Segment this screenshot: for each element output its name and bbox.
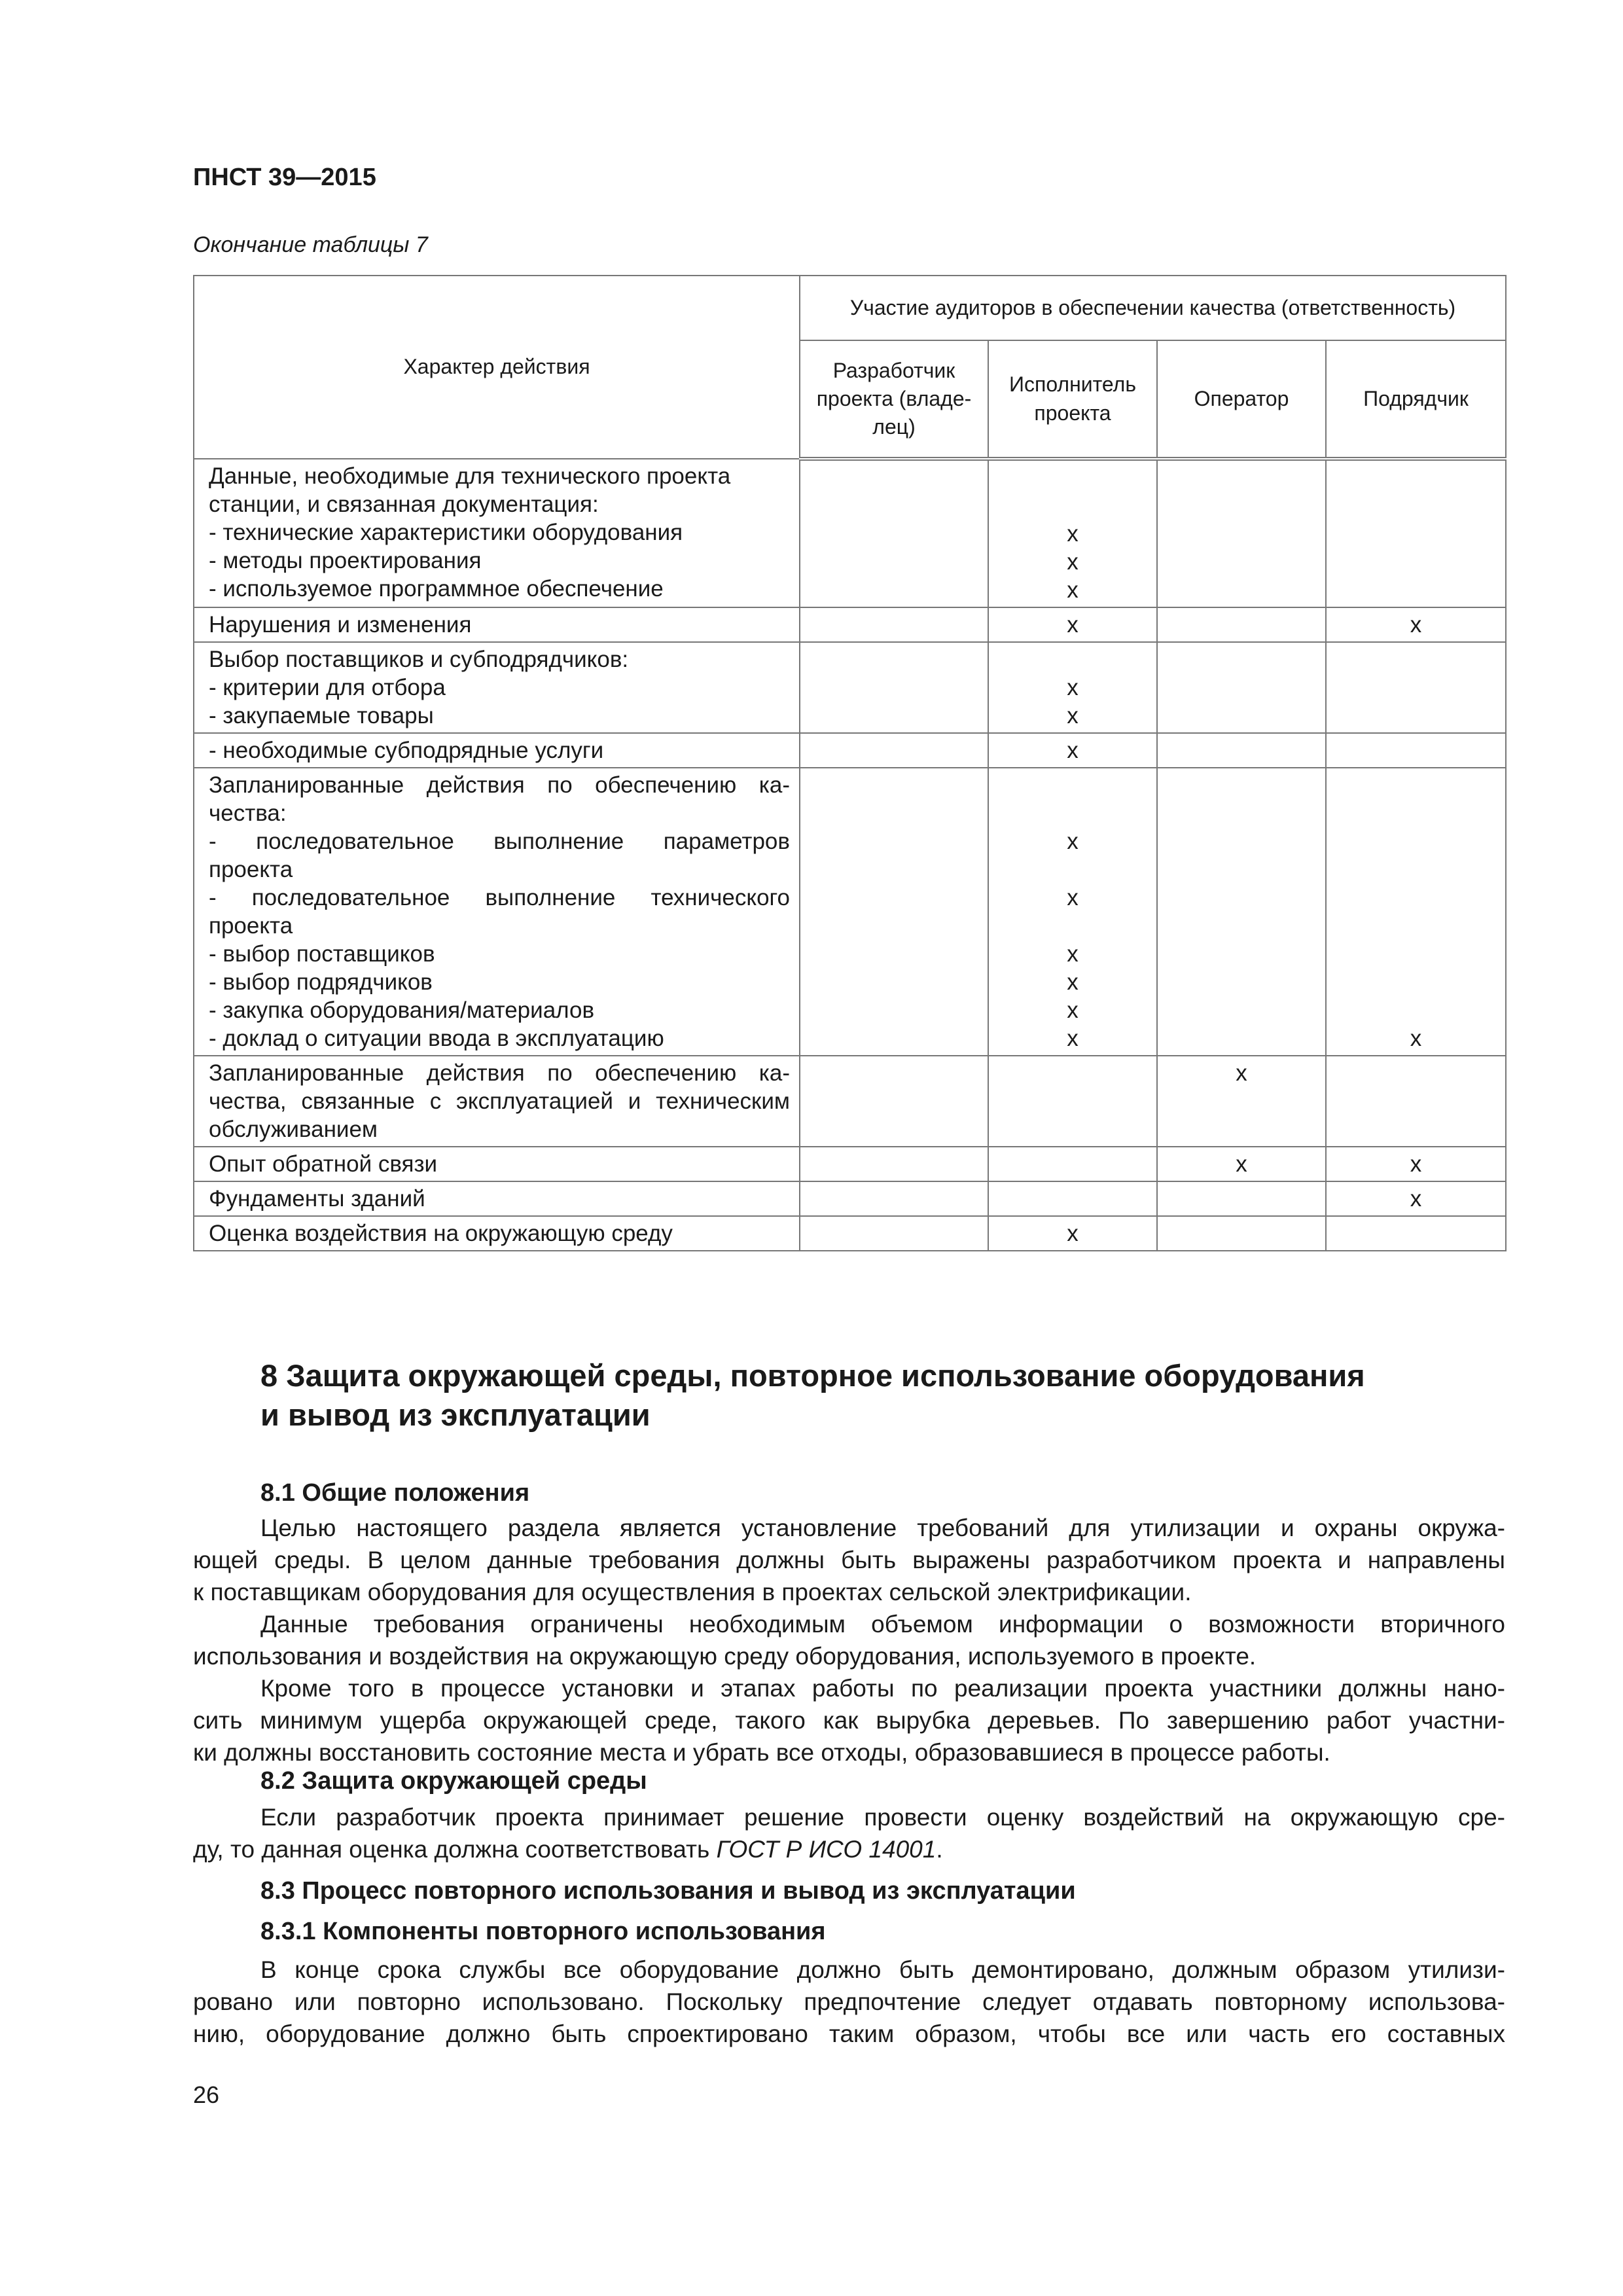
section-8-3-1-paragraph: В конце срока службы все оборудование должно быть демонтировано, должным образом утилизи- ровано или повторно использовано. Поскольку предпочтение следует отдавать повторному использова- нию, оборудование должно быть спроектировано таким образом, чтобы все или часть его составных (193, 1956, 1505, 2047)
action-text-line: проекта (209, 913, 293, 939)
contractor-cell (1326, 607, 1506, 642)
header-executor: Исполнитель проекта (988, 340, 1157, 459)
contractor-cell (1326, 733, 1506, 768)
action-text-line: обслуживанием (209, 1117, 378, 1142)
contractor-mark (1327, 940, 1505, 968)
operator-mark (1158, 1219, 1325, 1247)
developer-mark (800, 1087, 988, 1115)
operator-mark (1158, 520, 1325, 548)
operator-mark (1158, 968, 1325, 996)
executor-mark (989, 463, 1156, 492)
executor-mark (989, 1150, 1156, 1178)
developer-mark (800, 463, 988, 492)
contractor-mark: x (1410, 612, 1422, 637)
developer-cell (800, 1056, 988, 1147)
contractor-mark (1327, 702, 1505, 730)
developer-mark (800, 1150, 988, 1178)
contractor-mark (1327, 736, 1505, 764)
contractor-mark (1327, 1115, 1505, 1143)
table-row (194, 1056, 1506, 1147)
operator-mark (1158, 645, 1325, 673)
developer-cell (800, 607, 988, 642)
developer-mark (800, 736, 988, 764)
operator-mark (1158, 492, 1325, 520)
executor-cell (988, 1147, 1157, 1181)
operator-cell (1157, 607, 1326, 642)
executor-cell (988, 1181, 1157, 1216)
developer-cell (800, 1147, 988, 1181)
contractor-mark (1327, 912, 1505, 940)
action-cell (194, 642, 800, 733)
operator-mark (1158, 996, 1325, 1024)
developer-mark (800, 996, 988, 1024)
action-text-line: Выбор поставщиков и субподрядчиков: (209, 647, 629, 672)
executor-mark: x (1067, 612, 1079, 637)
table-row (194, 1216, 1506, 1251)
action-text-line: чества: (209, 800, 287, 826)
operator-cell (1157, 1216, 1326, 1251)
executor-cell (988, 733, 1157, 768)
contractor-mark (1327, 1219, 1505, 1247)
executor-mark (989, 912, 1156, 940)
document-code-header: ПНСТ 39—2015 (193, 164, 376, 191)
operator-mark (1158, 912, 1325, 940)
contractor-mark: x (1410, 1026, 1422, 1051)
header-contractor: Подрядчик (1326, 340, 1506, 459)
operator-cell (1157, 459, 1326, 607)
action-text-line: Запланированные действия по обеспечению ка- (209, 772, 790, 798)
table-row (194, 768, 1506, 1056)
page-number: 26 (193, 2081, 220, 2108)
contractor-cell (1326, 1147, 1506, 1181)
operator-mark (1158, 1115, 1325, 1143)
operator-mark (1158, 1185, 1325, 1213)
operator-cell (1157, 1056, 1326, 1147)
developer-mark (800, 912, 988, 940)
operator-mark (1158, 702, 1325, 730)
developer-mark (800, 1059, 988, 1087)
operator-cell (1157, 733, 1326, 768)
section-8-3-heading: 8.3 Процесс повторного использования и вывод из эксплуатации (260, 1877, 1076, 1905)
contractor-mark (1327, 645, 1505, 673)
developer-mark (800, 1219, 988, 1247)
section-8-3-1-heading: 8.3.1 Компоненты повторного использования (260, 1918, 826, 1945)
operator-mark (1158, 673, 1325, 702)
action-text-line: - критерии для отбора (209, 675, 446, 700)
developer-mark (800, 1115, 988, 1143)
contractor-cell (1326, 1216, 1506, 1251)
executor-mark: x (1067, 969, 1079, 995)
developer-mark (800, 611, 988, 639)
developer-mark (800, 884, 988, 912)
executor-cell (988, 768, 1157, 1056)
operator-cell (1157, 1147, 1326, 1181)
developer-mark (800, 968, 988, 996)
contractor-mark (1327, 996, 1505, 1024)
contractor-cell (1326, 1056, 1506, 1147)
action-text-line: - методы проектирования (209, 548, 482, 573)
developer-mark (800, 576, 988, 604)
action-cell (194, 768, 800, 1056)
action-text-line: - последовательное выполнение параметров (209, 829, 790, 854)
table-row (194, 459, 1506, 607)
section-8-title: 8 Защита окружающей среды, повторное использование оборудования и вывод из эксплуатации (260, 1358, 1365, 1432)
action-cell (194, 733, 800, 768)
developer-mark (800, 673, 988, 702)
action-cell (194, 459, 800, 607)
executor-mark (989, 1059, 1156, 1087)
action-cell (194, 1181, 800, 1216)
executor-mark: x (1067, 703, 1079, 728)
executor-cell (988, 607, 1157, 642)
executor-cell (988, 1056, 1157, 1147)
action-text-line: чества, связанные с эксплуатацией и техническим (209, 1088, 790, 1114)
action-cell (194, 1147, 800, 1181)
developer-cell (800, 459, 988, 607)
section-8-1-paragraph-3: Кроме того в процессе установки и этапах работы по реализации проекта участники должны нано- сить минимум ущерба окружающей среде, такого как вырубка деревьев. По завершению работ участни- ки должны восстановить состояние места и убрать все отходы, образовавшиеся в процессе работы. (193, 1675, 1505, 1766)
developer-mark (800, 520, 988, 548)
section-8-2-paragraph: Если разработчик проекта принимает решение провести оценку воздействий на окружающую сре- ду, то данная оценка должна соответствовать ГОСТ Р ИСО 14001. (193, 1804, 1505, 1863)
header-developer: Разработчик проекта (владе- лец) (800, 340, 988, 459)
operator-mark (1158, 884, 1325, 912)
section-8-1-heading: 8.1 Общие положения (260, 1479, 530, 1507)
contractor-mark (1327, 1087, 1505, 1115)
operator-mark (1158, 736, 1325, 764)
executor-mark (989, 771, 1156, 799)
contractor-mark (1327, 827, 1505, 855)
action-text-line: Опыт обратной связи (209, 1151, 438, 1177)
contractor-mark (1327, 1059, 1505, 1087)
executor-mark: x (1067, 1026, 1079, 1051)
table-row (194, 733, 1506, 768)
operator-cell (1157, 1181, 1326, 1216)
developer-mark (800, 548, 988, 576)
contractor-mark (1327, 492, 1505, 520)
action-cell (194, 1216, 800, 1251)
action-text-line: - необходимые субподрядные услуги (209, 738, 604, 763)
executor-cell (988, 642, 1157, 733)
developer-cell (800, 1181, 988, 1216)
responsibility-table-container (193, 275, 1505, 1251)
action-text-line: - используемое программное обеспечение (209, 576, 664, 601)
table-row (194, 1181, 1506, 1216)
contractor-mark (1327, 968, 1505, 996)
operator-mark (1158, 1087, 1325, 1115)
developer-cell (800, 733, 988, 768)
executor-mark: x (1067, 941, 1079, 967)
header-operator: Оператор (1157, 340, 1326, 459)
executor-mark: x (1067, 997, 1079, 1023)
table-row (194, 642, 1506, 733)
table-body (194, 459, 1506, 1251)
action-text-line: - технические характеристики оборудования (209, 520, 683, 545)
contractor-cell (1326, 459, 1506, 607)
executor-mark: x (1067, 549, 1079, 575)
developer-mark (800, 492, 988, 520)
executor-mark: x (1067, 885, 1079, 910)
executor-mark: x (1067, 1221, 1079, 1246)
executor-mark (989, 799, 1156, 827)
operator-mark (1158, 548, 1325, 576)
contractor-mark (1327, 576, 1505, 604)
standard-reference: ГОСТ Р ИСО 14001 (716, 1836, 936, 1863)
developer-cell (800, 642, 988, 733)
developer-mark (800, 940, 988, 968)
operator-mark (1158, 611, 1325, 639)
contractor-mark (1327, 884, 1505, 912)
action-text-line: - доклад о ситуации ввода в эксплуатацию (209, 1026, 664, 1051)
executor-mark (989, 1087, 1156, 1115)
header-auditor-participation: Участие аудиторов в обеспечении качества (ответственность) (800, 276, 1506, 340)
executor-mark (989, 855, 1156, 884)
developer-cell (800, 768, 988, 1056)
table-row (194, 1147, 1506, 1181)
operator-cell (1157, 768, 1326, 1056)
operator-mark (1158, 827, 1325, 855)
action-text-line: Данные, необходимые для технического проекта (209, 463, 731, 489)
action-text-line: проекта (209, 857, 293, 882)
action-text-line: - последовательное выполнение технического (209, 885, 790, 910)
action-text-line: - закупаемые товары (209, 703, 434, 728)
contractor-mark (1327, 799, 1505, 827)
contractor-mark (1327, 520, 1505, 548)
executor-mark: x (1067, 577, 1079, 603)
operator-mark (1158, 576, 1325, 604)
contractor-mark (1327, 855, 1505, 884)
executor-mark (989, 645, 1156, 673)
action-cell (194, 607, 800, 642)
developer-mark (800, 799, 988, 827)
operator-mark: x (1236, 1060, 1247, 1086)
developer-mark (800, 771, 988, 799)
contractor-mark (1327, 463, 1505, 492)
action-text-line: Нарушения и изменения (209, 612, 472, 637)
action-text-line: Фундаменты зданий (209, 1186, 425, 1211)
contractor-cell (1326, 642, 1506, 733)
developer-mark (800, 702, 988, 730)
action-text-line: станции, и связанная документация: (209, 492, 599, 517)
operator-mark (1158, 855, 1325, 884)
contractor-cell (1326, 1181, 1506, 1216)
executor-mark (989, 1115, 1156, 1143)
operator-mark (1158, 799, 1325, 827)
executor-mark (989, 1185, 1156, 1213)
operator-mark: x (1236, 1151, 1247, 1177)
developer-mark (800, 855, 988, 884)
contractor-cell (1326, 768, 1506, 1056)
executor-mark: x (1067, 675, 1079, 700)
contractor-mark (1327, 673, 1505, 702)
developer-mark (800, 1024, 988, 1052)
executor-cell (988, 459, 1157, 607)
header-action: Характер действия (194, 276, 800, 459)
developer-cell (800, 1216, 988, 1251)
operator-mark (1158, 1024, 1325, 1052)
section-8-1-paragraph-1: Целью настоящего раздела является установление требований для утилизации и охраны окружа- ющей среды. В целом данные требования должны быть выражены разработчиком проекта и направлены к поставщикам оборудования для осуществления в проектах сельской электрификации. (193, 1515, 1505, 1605)
section-8-1-paragraph-2: Данные требования ограничены необходимым объемом информации о возможности вторичного использования и воздействия на окружающую среду оборудования, используемого в проекте. (193, 1611, 1505, 1670)
executor-mark: x (1067, 521, 1079, 547)
section-8-2-heading: 8.2 Защита окружающей среды (260, 1767, 647, 1795)
contractor-mark (1327, 771, 1505, 799)
operator-mark (1158, 771, 1325, 799)
action-cell (194, 1056, 800, 1147)
table-row (194, 607, 1506, 642)
contractor-mark (1327, 548, 1505, 576)
contractor-mark: x (1410, 1186, 1422, 1211)
responsibility-table (193, 275, 1507, 1251)
action-text-line: - выбор подрядчиков (209, 969, 433, 995)
developer-mark (800, 827, 988, 855)
executor-cell (988, 1216, 1157, 1251)
action-text-line: - выбор поставщиков (209, 941, 435, 967)
operator-mark (1158, 940, 1325, 968)
table-caption: Окончание таблицы 7 (193, 232, 428, 257)
executor-mark: x (1067, 829, 1079, 854)
executor-mark (989, 492, 1156, 520)
operator-cell (1157, 642, 1326, 733)
action-text-line: - закупка оборудования/материалов (209, 997, 595, 1023)
executor-mark: x (1067, 738, 1079, 763)
developer-mark (800, 645, 988, 673)
operator-mark (1158, 463, 1325, 492)
contractor-mark: x (1410, 1151, 1422, 1177)
action-text-line: Оценка воздействия на окружающую среду (209, 1221, 673, 1246)
action-text-line: Запланированные действия по обеспечению ка- (209, 1060, 790, 1086)
developer-mark (800, 1185, 988, 1213)
